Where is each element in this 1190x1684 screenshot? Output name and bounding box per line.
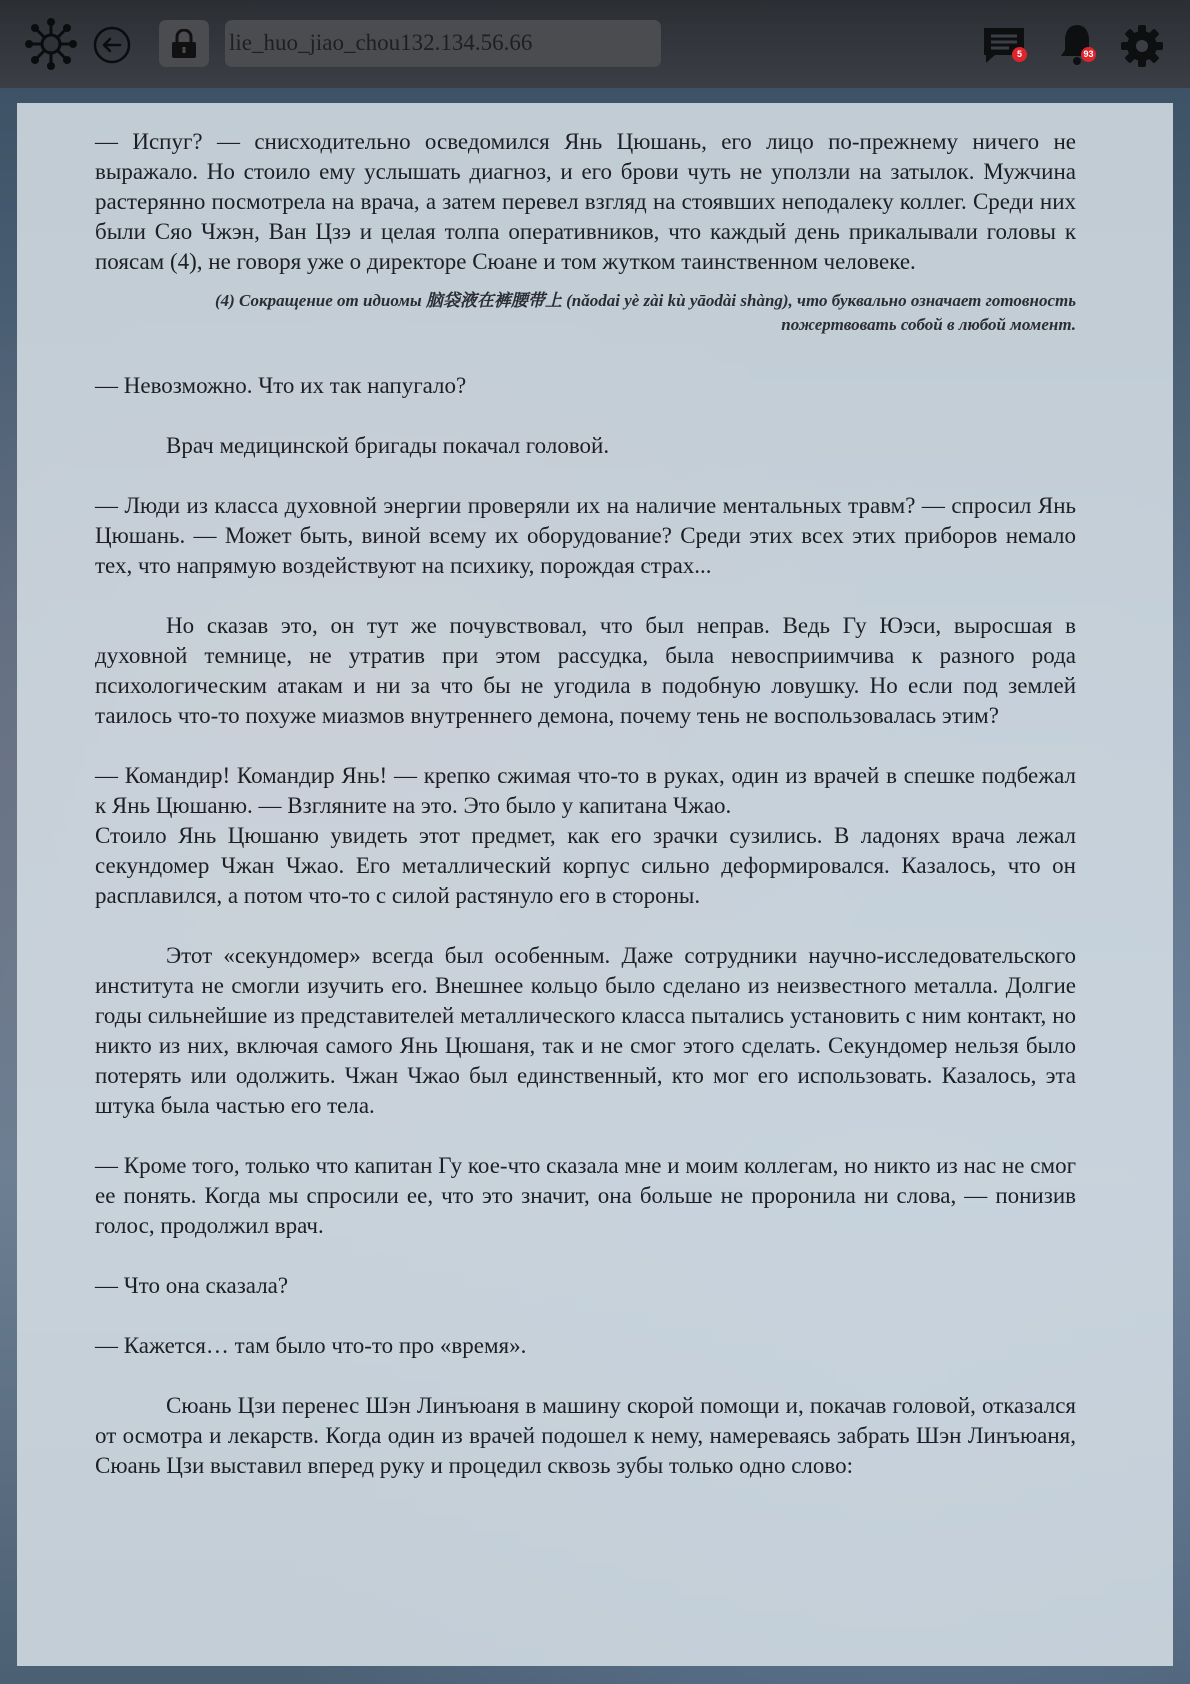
paragraph: — Кажется… там было что-то про «время». [95,1333,527,1358]
paragraph: Сюань Цзи перенес Шэн Линъюаня в машину скорой помощи и, покачав головой, отказался от осмотра и лекарств. Когда один из врачей подошел к нему, намереваясь забрать Шэн Линъюаня, Сюань Цзи выставил вперед руку и процедил сквозь зубы только одно слово: [95,1393,1076,1478]
chapter-text [95,127,1076,1511]
reader-page [17,103,1173,1666]
lock-button[interactable] [159,20,209,67]
paragraph: Врач медицинской бригады покачал головой. [166,433,610,458]
top-bar [0,0,1190,88]
gear-icon[interactable] [1120,24,1164,68]
paragraph: — Невозможно. Что их так напугало? [95,373,467,398]
paragraph: Но сказав это, он тут же почувствовал, что был неправ. Ведь Гу Юэси, выросшая в духовной темнице, не утратив при этом рассудка, была невосприимчива к разного рода психологическим атакам и ни за что бы не угодила в подобную ловушку. Но если под землей таилось что-то похуже миазмов внутреннего демона, почему тень не воспользовалась этим? [95,613,1076,728]
lock-icon [170,29,198,59]
paragraph: — Люди из класса духовной энергии проверяли их на наличие ментальных травм? — спросил Янь Цюшань. — Может быть, виной всему их оборудование? Среди этих всех этих приборов немало тех, что напрямую воздействуют на психику, порождая страх... [95,493,1076,578]
paragraph: Этот «секундомер» всегда был особенным. Даже сотрудники научно-исследовательского института не смогли изучить его. Внешнее кольцо было сделано из неизвестного металла. Долгие годы сильнейшие из представителей металлического класса пытались установить с ним контакт, но никто из них, включая самого Янь Цюшаня, так и не смог этого сделать. Секундомер нельзя было потерять или одолжить. Чжан Чжао был единственный, кто мог его использовать. Казалось, эта штука была частью его тела. [95,943,1076,1118]
paragraph: — Что она сказала? [95,1273,289,1298]
notifications-badge: 93 [1081,47,1096,62]
paragraph: Стоило Янь Цюшаню увидеть этот предмет, как его зрачки сузились. В ладонях врача лежал секундомер Чжан Чжао. Его металлический корпус сильно деформировался. Казалось, что он расплавился, а потом что-то с силой растянуло его в стороны. [95,823,1076,908]
footnote: (4) Сокращение от идиомы 脑袋液在裤腰带上 (nǎodai yè zài kù yāodài shàng), что буквально означает готовность пожертвовать собой в любой момент. [214,291,1076,334]
back-arrow-icon[interactable] [93,26,131,64]
address-field[interactable]: lie_huo_jiao_chou132.134.56.66 [225,20,661,67]
paragraph: — Испуг? — снисходительно осведомился Янь Цюшань, его лицо по-прежнему ничего не выражало. Но стоило ему услышать диагноз, и его брови чуть не уползли на затылок. Мужчина растерянно посмотрела на врача, а затем перевел взгляд на стоявших неподалеку коллег. Среди них были Сяо Чжэн, Ван Цзэ и целая толпа оперативников, что каждый день прикалывали головы к поясам (4), не говоря уже о директоре Сюане и том жутком таинственном человеке. [95,129,1076,274]
network-icon[interactable] [24,17,78,71]
messages-badge: 5 [1012,47,1027,62]
paragraph: — Кроме того, только что капитан Гу кое-что сказала мне и моим коллегам, но никто из нас не смог ее понять. Когда мы спросили ее, что это значит, она больше не проронила ни слова, — понизив голос, продолжил врач. [95,1153,1076,1238]
paragraph: — Командир! Командир Янь! — крепко сжимая что-то в руках, один из врачей в спешке подбежал к Янь Цюшаню. — Взгляните на это. Это было у капитана Чжао. [95,763,1076,818]
